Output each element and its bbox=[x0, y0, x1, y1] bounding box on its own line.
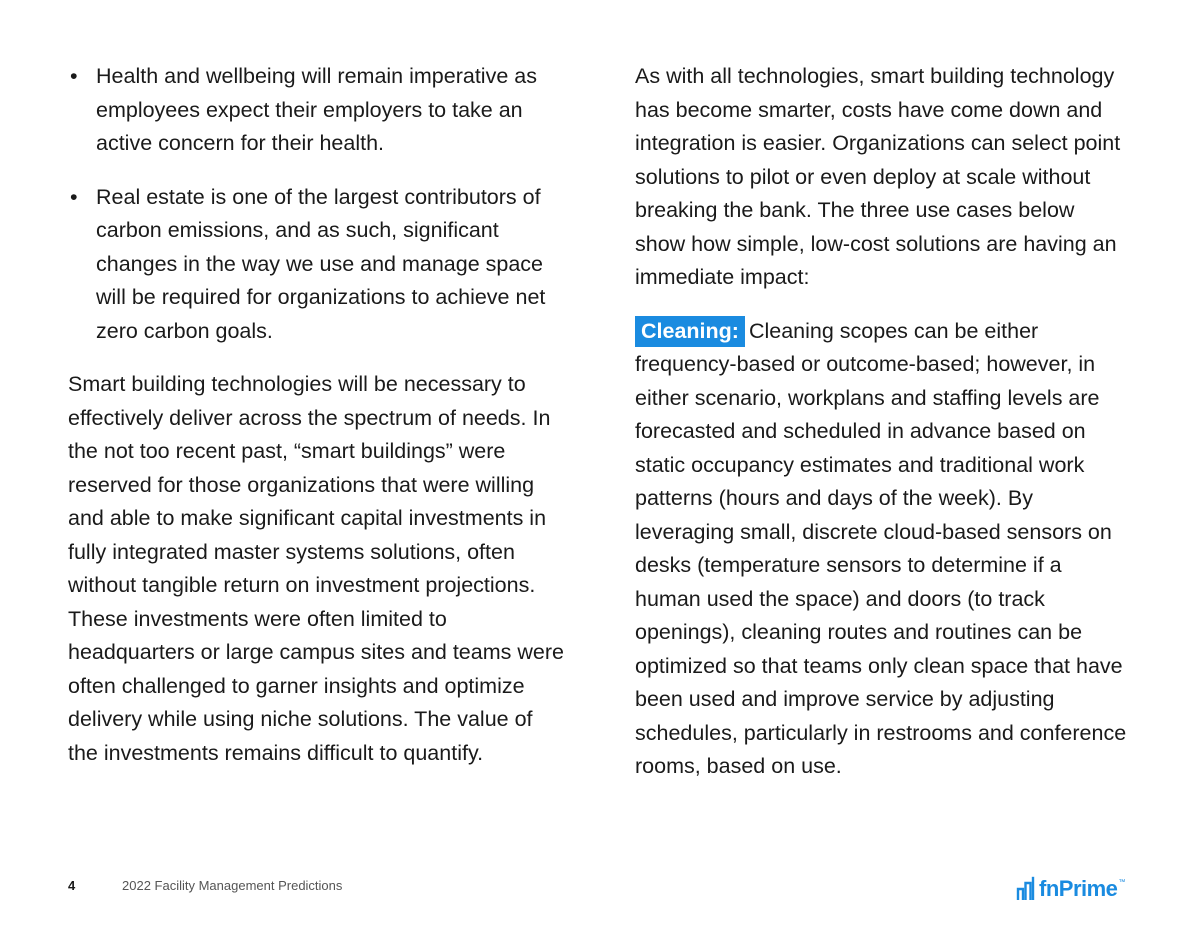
bullet-list bbox=[68, 60, 568, 348]
bullet-text: Health and wellbeing will remain imperative as employees expect their employers to take an active concern for their health. bbox=[96, 64, 537, 155]
cleaning-label: Cleaning: bbox=[635, 316, 745, 347]
cleaning-text: Cleaning scopes can be either frequency-based or outcome-based; however, in either scenario, workplans and staffing levels are forecasted and scheduled in advance based on static occupancy estimates and traditional work patterns (hours and days of the week). By leveraging small, discrete cloud-based sensors on desks (temperature sensors to determine if a human used the space) and doors (to track openings), cleaning routes and routines can be optimized so that teams only clean space that have been used and improve service by adjusting schedules, particularly in restrooms and conference rooms, based on use. bbox=[635, 318, 1127, 778]
bullet-icon: • bbox=[70, 64, 78, 88]
logo-text: fnPrime bbox=[1039, 876, 1118, 901]
body-paragraph: Smart building technologies will be necessary to effectively deliver across the spectrum of needs. In the not too recent past, “smart buildings” were reserved for those organizations that were willing and able to make significant capital investments in fully integrated master systems solutions, often without tangible return on investment projections. These investments were often limited to headquarters or large campus sites and teams were often challenged to garner insights and optimize delivery while using niche solutions. The value of the investments remains difficult to quantify. bbox=[68, 372, 564, 765]
page-footer bbox=[68, 878, 342, 893]
intro-paragraph: As with all technologies, smart building technology has become smarter, costs have come down and integration is easier. Organizations can select point solutions to pilot or even deploy at scale without breaking the bank. The three use cases below show how simple, low-cost solutions are having an immediate impact: bbox=[635, 64, 1121, 289]
bullet-item bbox=[68, 181, 568, 349]
bullet-item bbox=[68, 60, 568, 161]
trademark: ™ bbox=[1118, 879, 1126, 886]
page-number: 4 bbox=[68, 878, 76, 893]
left-column bbox=[68, 60, 568, 790]
right-column bbox=[635, 60, 1130, 804]
bullet-text: Real estate is one of the largest contributors of carbon emissions, and as such, significant changes in the way we use and manage space will be required for organizations to achieve net zero carbon goals. bbox=[96, 184, 546, 343]
cleaning-paragraph bbox=[635, 315, 1130, 784]
bullet-icon: • bbox=[70, 184, 78, 209]
footer-title: 2022 Facility Management Predictions bbox=[122, 878, 343, 893]
building-icon bbox=[1016, 876, 1038, 900]
fnprime-logo bbox=[1016, 870, 1125, 900]
